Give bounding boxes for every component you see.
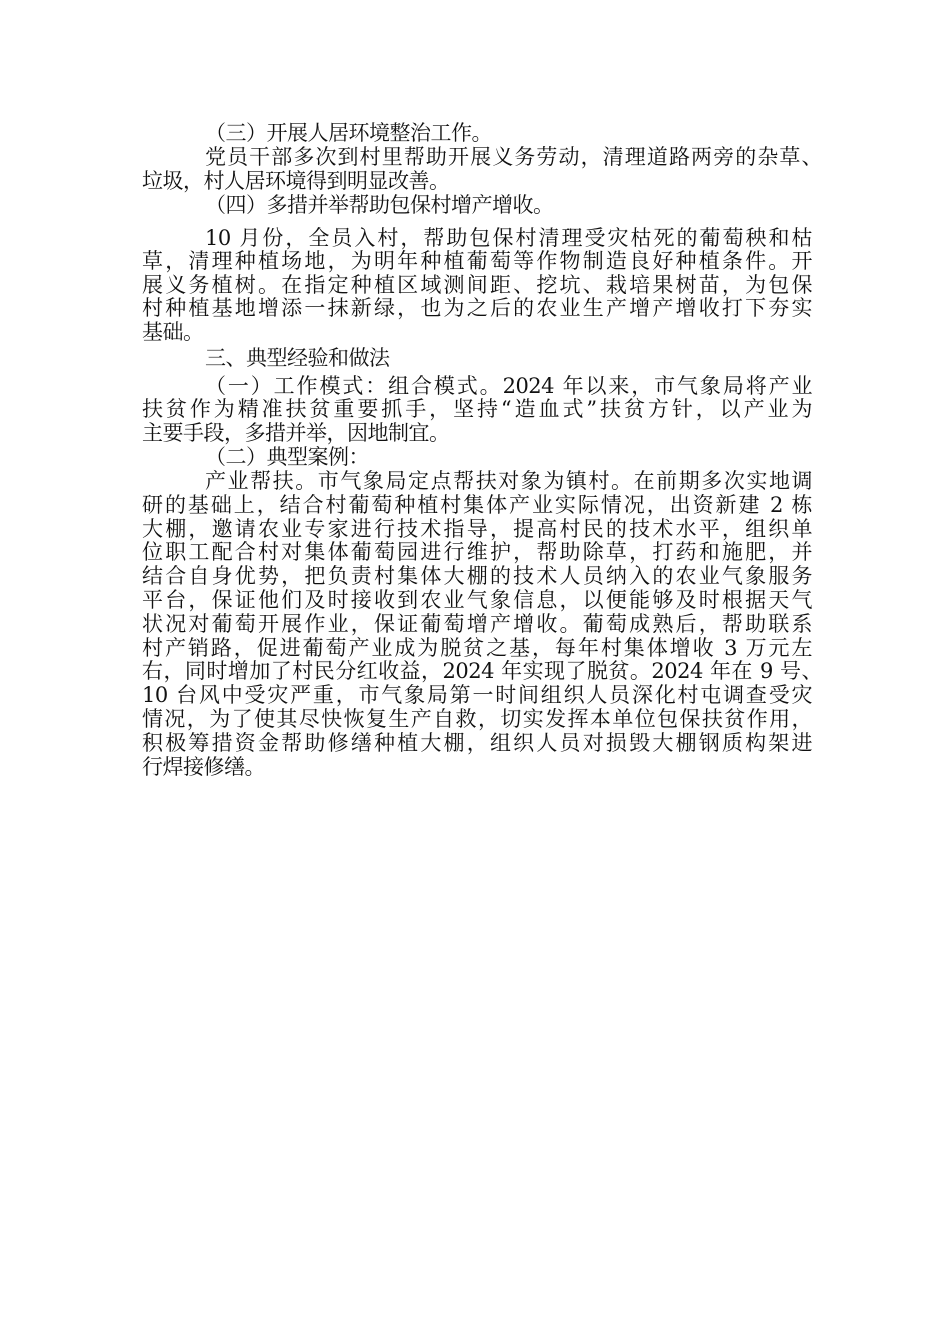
paragraph-line: 情况，为了使其尽快恢复生产自救，切实发挥本单位包保扶贫作用，	[142, 707, 812, 731]
paragraph-line: 状况对葡萄开展作业，保证葡萄增产增收。葡萄成熟后，帮助联系	[142, 612, 812, 636]
paragraph-line: 村产销路，促进葡萄产业成为脱贫之基，每年村集体增收 3 万元左	[142, 636, 812, 660]
paragraph-line: 平台，保证他们及时接收到农业气象信息，以便能够及时根据天气	[142, 588, 812, 612]
section-heading-4: （四）多措并举帮助包保村增产增收。	[205, 193, 554, 217]
paragraph-line: 位职工配合村对集体葡萄园进行维护，帮助除草，打药和施肥，并	[142, 540, 812, 564]
paragraph-line: 扶贫作为精准扶贫重要抓手，坚持“造血式”扶贫方针，以产业为	[142, 397, 812, 421]
paragraph-line: 大棚，邀请农业专家进行技术指导，提高村民的技术水平，组织单	[142, 517, 812, 541]
paragraph-line: （一）工作模式：组合模式。2024 年以来，市气象局将产业	[205, 374, 812, 398]
paragraph-line: 行焊接修缮。	[142, 755, 265, 779]
paragraph-line: 主要手段，多措并举，因地制宜。	[142, 421, 450, 445]
paragraph-line: 结合自身优势，把负责村集体大棚的技术人员纳入的农业气象服务	[142, 564, 812, 588]
section-heading-typical: 三、典型经验和做法	[205, 346, 390, 370]
paragraph-line: 10 月份，全员入村，帮助包保村清理受灾枯死的葡萄秧和枯	[205, 226, 812, 250]
paragraph-line: 研的基础上，结合村葡萄种植村集体产业实际情况，出资新建 2 栋	[142, 493, 812, 517]
paragraph-line: 展义务植树。在指定种植区域测间距、挖坑、栽培果树苗，为包保	[142, 273, 812, 297]
paragraph-line: 垃圾，村人居环境得到明显改善。	[142, 169, 450, 193]
paragraph-line: 党员干部多次到村里帮助开展义务劳动，清理道路两旁的杂草、	[205, 145, 822, 169]
paragraph-line: 产业帮扶。市气象局定点帮扶对象为镇村。在前期多次实地调	[205, 469, 812, 493]
paragraph-line: 积极筹措资金帮助修缮种植大棚，组织人员对损毁大棚钢质构架进	[142, 731, 812, 755]
paragraph-line: 草，清理种植场地，为明年种植葡萄等作物制造良好种植条件。开	[142, 249, 812, 273]
paragraph-line: 10 台风中受灾严重，市气象局第一时间组织人员深化村屯调查受灾	[142, 683, 812, 707]
section-heading-3: （三）开展人居环境整治工作。	[205, 121, 492, 145]
paragraph-line: 右，同时增加了村民分红收益，2024 年实现了脱贫。2024 年在 9 号、	[142, 659, 822, 683]
section-heading-case: （二）典型案例：	[205, 445, 369, 469]
paragraph-line: 基础。	[142, 320, 204, 344]
paragraph-line: 村种植基地增添一抹新绿，也为之后的农业生产增产增收打下夯实	[142, 296, 812, 320]
